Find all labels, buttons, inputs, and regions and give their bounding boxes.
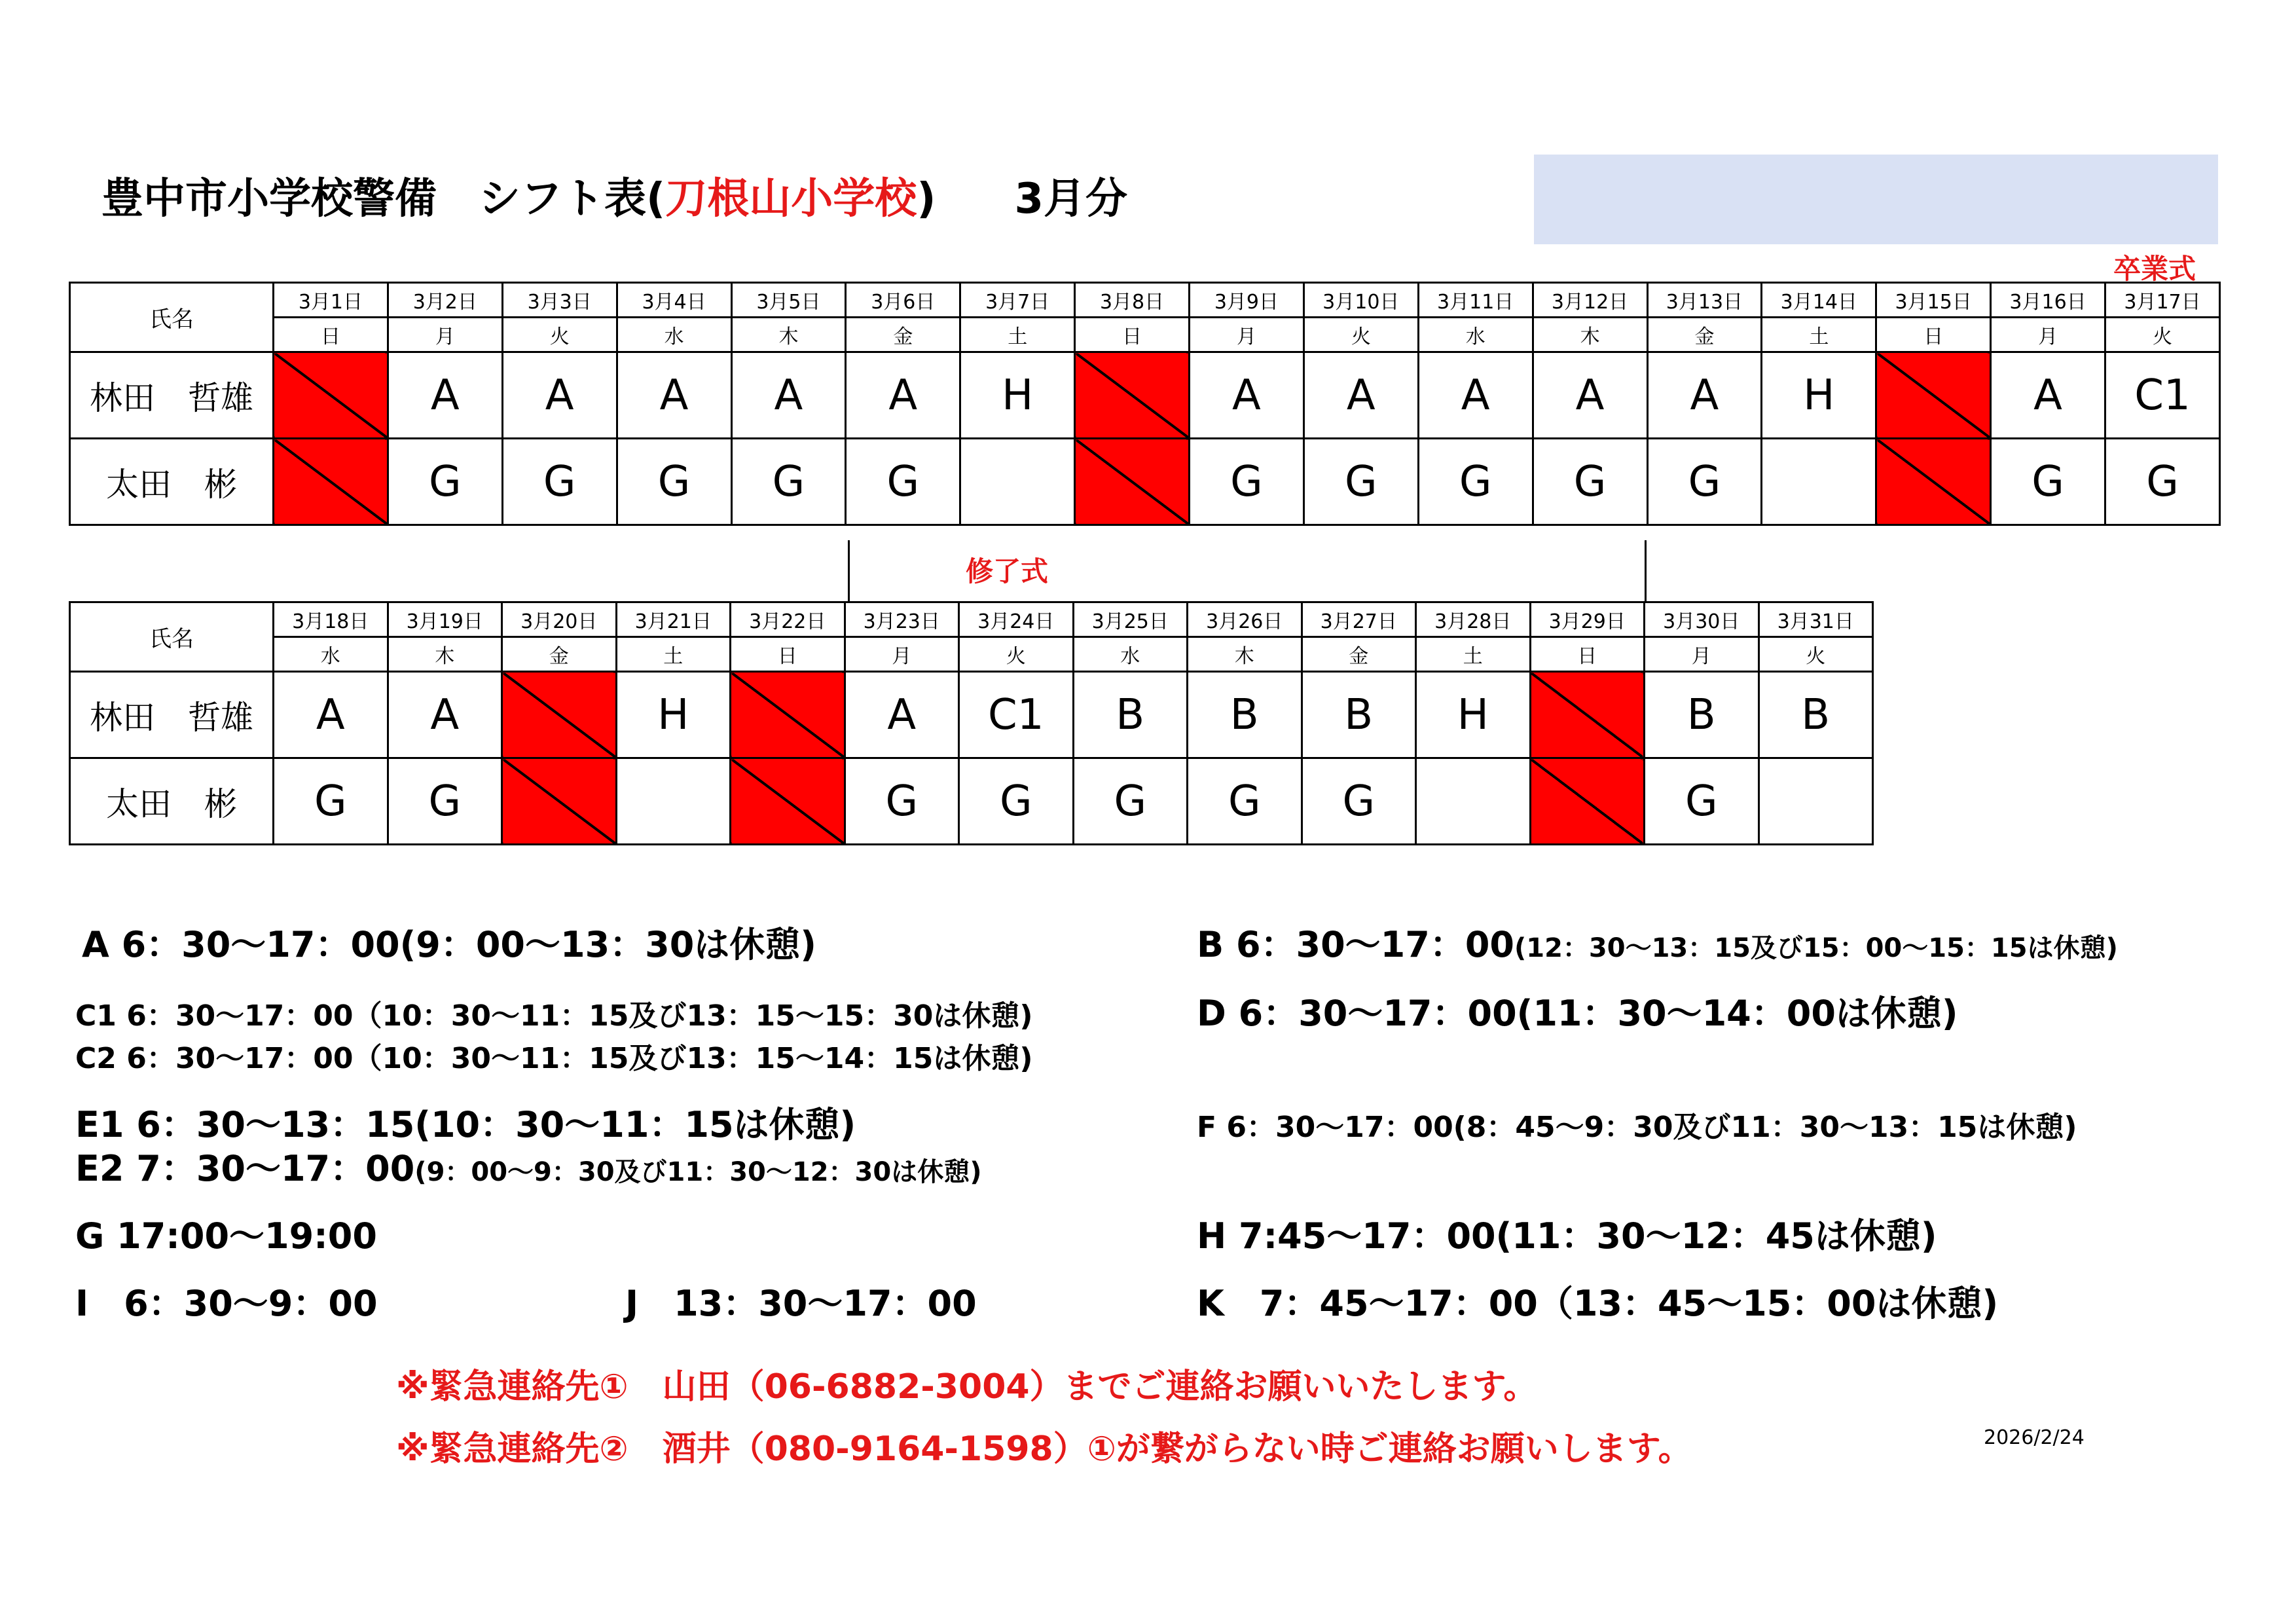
shift-cell: G — [1302, 758, 1416, 845]
date-cell: 3月6日 — [846, 283, 960, 318]
shift-cell: A — [274, 672, 388, 758]
shift-cell: G — [1991, 439, 2105, 525]
day-off-cell — [1530, 672, 1645, 758]
date-cell: 3月9日 — [1190, 283, 1304, 318]
date-cell: 3月8日 — [1075, 283, 1190, 318]
shift-cell: G — [1190, 439, 1304, 525]
emergency-contact-2: ※緊急連絡先② 酒井（080-9164-1598）①が繋がらない時ご連絡お願いします。 — [396, 1430, 1692, 1469]
shift-table-second-half — [69, 601, 1874, 845]
weekday-cell: 月 — [1991, 318, 2105, 352]
date-cell: 3月11日 — [1418, 283, 1533, 318]
date-cell: 3月23日 — [845, 602, 959, 637]
weekday-cell: 木 — [388, 637, 502, 672]
legend-i: I 6：30～9：00 — [75, 1283, 378, 1324]
legend-j: J 13：30～17：00 — [625, 1283, 977, 1324]
legend-e2-detail: (9：00～9：30及び11：30～12：30は休憩) — [414, 1157, 982, 1187]
shift-cell: G — [731, 439, 846, 525]
weekday-cell: 金 — [1302, 637, 1416, 672]
shift-cell: G — [388, 439, 502, 525]
weekday-cell: 金 — [1647, 318, 1762, 352]
page-title — [101, 165, 1127, 225]
weekday-cell: 金 — [502, 637, 617, 672]
closing-ceremony-label: 修了式 — [966, 555, 1049, 587]
weekday-cell: 木 — [1188, 637, 1302, 672]
shift-cell: G — [845, 758, 959, 845]
table2-body — [70, 602, 1873, 845]
date-cell: 3月18日 — [274, 602, 388, 637]
legend-h: H 7:45～17：00(11：30～12：45は休憩) — [1197, 1215, 1937, 1257]
shift-cell: B — [1645, 672, 1759, 758]
weekday-cell: 日 — [1876, 318, 1991, 352]
date-cell: 3月19日 — [388, 602, 502, 637]
day-off-cell — [1876, 352, 1991, 439]
shift-cell: H — [960, 352, 1075, 439]
shift-cell: A — [731, 352, 846, 439]
shift-cell: B — [1302, 672, 1416, 758]
shift-cell — [1762, 439, 1876, 525]
title-month: 3月分 — [1014, 175, 1128, 223]
weekday-cell: 日 — [274, 318, 388, 352]
weekday-cell: 水 — [1073, 637, 1188, 672]
shift-cell: G — [846, 439, 960, 525]
title-prefix: 豊中市小学校警備 シフト表( — [101, 175, 666, 223]
blank-blue-box — [1534, 155, 2218, 244]
legend-d: D 6：30～17：00(11：30～14：00は休憩) — [1197, 993, 1958, 1034]
date-cell: 3月26日 — [1188, 602, 1302, 637]
weekday-cell: 日 — [1075, 318, 1190, 352]
shift-cell: G — [1418, 439, 1533, 525]
shift-cell: A — [502, 352, 617, 439]
weekday-cell: 火 — [2105, 318, 2220, 352]
graduation-ceremony-label: 卒業式 — [2113, 253, 2196, 285]
school-name: 刀根山小学校 — [665, 175, 917, 223]
shift-cell: B — [1188, 672, 1302, 758]
shift-cell: G — [502, 439, 617, 525]
emergency-contact-1: ※緊急連絡先① 山田（06-6882-3004）までご連絡お願いいたします。 — [396, 1367, 1538, 1407]
staff-name: 林田 哲雄 — [70, 672, 274, 758]
shift-cell: G — [2105, 439, 2220, 525]
document-date: 2026/2/24 — [1984, 1426, 2085, 1449]
legend-e2-main: E2 7：30～17：00 — [75, 1148, 415, 1189]
shift-cell: G — [1645, 758, 1759, 845]
table1-body — [70, 283, 2220, 525]
legend-k: K 7：45～17：00（13：45～15：00は休憩) — [1197, 1283, 1999, 1324]
shift-cell: H — [1762, 352, 1876, 439]
date-cell: 3月17日 — [2105, 283, 2220, 318]
weekday-header-row — [70, 318, 2220, 352]
date-cell: 3月30日 — [1645, 602, 1759, 637]
shift-cell: B — [1758, 672, 1873, 758]
date-cell: 3月5日 — [731, 283, 846, 318]
shift-cell: H — [616, 672, 731, 758]
shift-cell: C1 — [959, 672, 1074, 758]
weekday-cell: 火 — [1758, 637, 1873, 672]
shift-cell: G — [959, 758, 1074, 845]
shift-cell: G — [1188, 758, 1302, 845]
weekday-cell: 土 — [960, 318, 1075, 352]
shift-cell: G — [1303, 439, 1418, 525]
weekday-cell: 火 — [502, 318, 617, 352]
date-cell: 3月24日 — [959, 602, 1074, 637]
date-cell: 3月16日 — [1991, 283, 2105, 318]
date-cell: 3月20日 — [502, 602, 617, 637]
day-off-cell — [502, 672, 617, 758]
legend-g: G 17:00～19:00 — [75, 1215, 377, 1257]
shift-cell — [960, 439, 1075, 525]
staff-name: 太田 彬 — [70, 439, 274, 525]
shift-cell: A — [388, 352, 502, 439]
weekday-cell: 土 — [616, 637, 731, 672]
date-cell: 3月2日 — [388, 283, 502, 318]
legend-f: F 6：30～17：00(8：45～9：30及び11：30～13：15は休憩) — [1197, 1111, 2077, 1144]
date-cell: 3月31日 — [1758, 602, 1873, 637]
shift-cell: A — [617, 352, 731, 439]
weekday-cell: 月 — [1645, 637, 1759, 672]
date-cell: 3月21日 — [616, 602, 731, 637]
weekday-cell: 水 — [617, 318, 731, 352]
legend-b — [1197, 917, 2118, 967]
date-cell: 3月28日 — [1416, 602, 1531, 637]
shift-cell: A — [388, 672, 502, 758]
staff-row — [70, 672, 1873, 758]
shift-cell — [616, 758, 731, 845]
weekday-cell: 日 — [1530, 637, 1645, 672]
day-off-cell — [502, 758, 617, 845]
shift-cell: A — [1190, 352, 1304, 439]
shift-cell: B — [1073, 672, 1188, 758]
weekday-cell: 水 — [274, 637, 388, 672]
name-column-header: 氏名 — [70, 602, 274, 672]
weekday-cell: 月 — [388, 318, 502, 352]
date-cell: 3月7日 — [960, 283, 1075, 318]
date-cell: 3月15日 — [1876, 283, 1991, 318]
name-column-header: 氏名 — [70, 283, 274, 352]
day-off-cell — [1075, 439, 1190, 525]
weekday-header-row — [70, 637, 1873, 672]
weekday-cell: 日 — [731, 637, 845, 672]
date-cell: 3月29日 — [1530, 602, 1645, 637]
shift-cell: C1 — [2105, 352, 2220, 439]
shift-cell — [1758, 758, 1873, 845]
weekday-cell: 火 — [959, 637, 1074, 672]
weekday-cell: 水 — [1418, 318, 1533, 352]
legend-b-detail: (12：30～13：15及び15：00～15：15は休憩) — [1514, 933, 2118, 963]
legend-a: A 6：30～17：00(9：00～13：30は休憩) — [82, 924, 816, 965]
legend-c2: C2 6：30～17：00（10：30～11：15及び13：15～14：15は休憩) — [75, 1042, 1033, 1075]
date-cell: 3月22日 — [731, 602, 845, 637]
day-off-cell — [731, 758, 845, 845]
shift-cell: A — [1991, 352, 2105, 439]
shift-cell: A — [845, 672, 959, 758]
date-header-row — [70, 283, 2220, 318]
shift-cell: H — [1416, 672, 1531, 758]
day-off-cell — [1075, 352, 1190, 439]
staff-name: 林田 哲雄 — [70, 352, 274, 439]
date-cell: 3月4日 — [617, 283, 731, 318]
shift-cell: A — [1418, 352, 1533, 439]
shift-cell: A — [1303, 352, 1418, 439]
weekday-cell: 火 — [1303, 318, 1418, 352]
date-cell: 3月25日 — [1073, 602, 1188, 637]
shift-cell: G — [1533, 439, 1647, 525]
legend-e2 — [75, 1141, 982, 1191]
weekday-cell: 月 — [1190, 318, 1304, 352]
event-bracket-right — [1645, 540, 1647, 602]
date-cell: 3月12日 — [1533, 283, 1647, 318]
staff-row — [70, 439, 2220, 525]
shift-cell: A — [846, 352, 960, 439]
weekday-cell: 土 — [1762, 318, 1876, 352]
title-suffix: ) — [917, 175, 936, 223]
date-cell: 3月10日 — [1303, 283, 1418, 318]
staff-row — [70, 758, 1873, 845]
date-cell: 3月1日 — [274, 283, 388, 318]
date-cell: 3月13日 — [1647, 283, 1762, 318]
day-off-cell — [1876, 439, 1991, 525]
weekday-cell: 金 — [846, 318, 960, 352]
shift-cell: G — [388, 758, 502, 845]
day-off-cell — [731, 672, 845, 758]
shift-cell: G — [274, 758, 388, 845]
weekday-cell: 土 — [1416, 637, 1531, 672]
weekday-cell: 月 — [845, 637, 959, 672]
day-off-cell — [274, 352, 388, 439]
legend-c1: C1 6：30～17：00（10：30～11：15及び13：15～15：30は休憩) — [75, 999, 1033, 1033]
legend-b-main: B 6：30～17：00 — [1197, 924, 1514, 965]
shift-cell — [1416, 758, 1531, 845]
date-cell: 3月14日 — [1762, 283, 1876, 318]
staff-name: 太田 彬 — [70, 758, 274, 845]
weekday-cell: 木 — [731, 318, 846, 352]
shift-cell: G — [617, 439, 731, 525]
date-cell: 3月27日 — [1302, 602, 1416, 637]
shift-cell: G — [1647, 439, 1762, 525]
shift-table-first-half — [69, 282, 2221, 526]
date-header-row — [70, 602, 1873, 637]
legend-e1: E1 6：30～13：15(10：30～11：15は休憩) — [75, 1104, 856, 1145]
date-cell: 3月3日 — [502, 283, 617, 318]
shift-cell: A — [1533, 352, 1647, 439]
day-off-cell — [274, 439, 388, 525]
staff-row — [70, 352, 2220, 439]
shift-cell: A — [1647, 352, 1762, 439]
day-off-cell — [1530, 758, 1645, 845]
shift-cell: G — [1073, 758, 1188, 845]
event-bracket-left — [848, 540, 850, 602]
weekday-cell: 木 — [1533, 318, 1647, 352]
